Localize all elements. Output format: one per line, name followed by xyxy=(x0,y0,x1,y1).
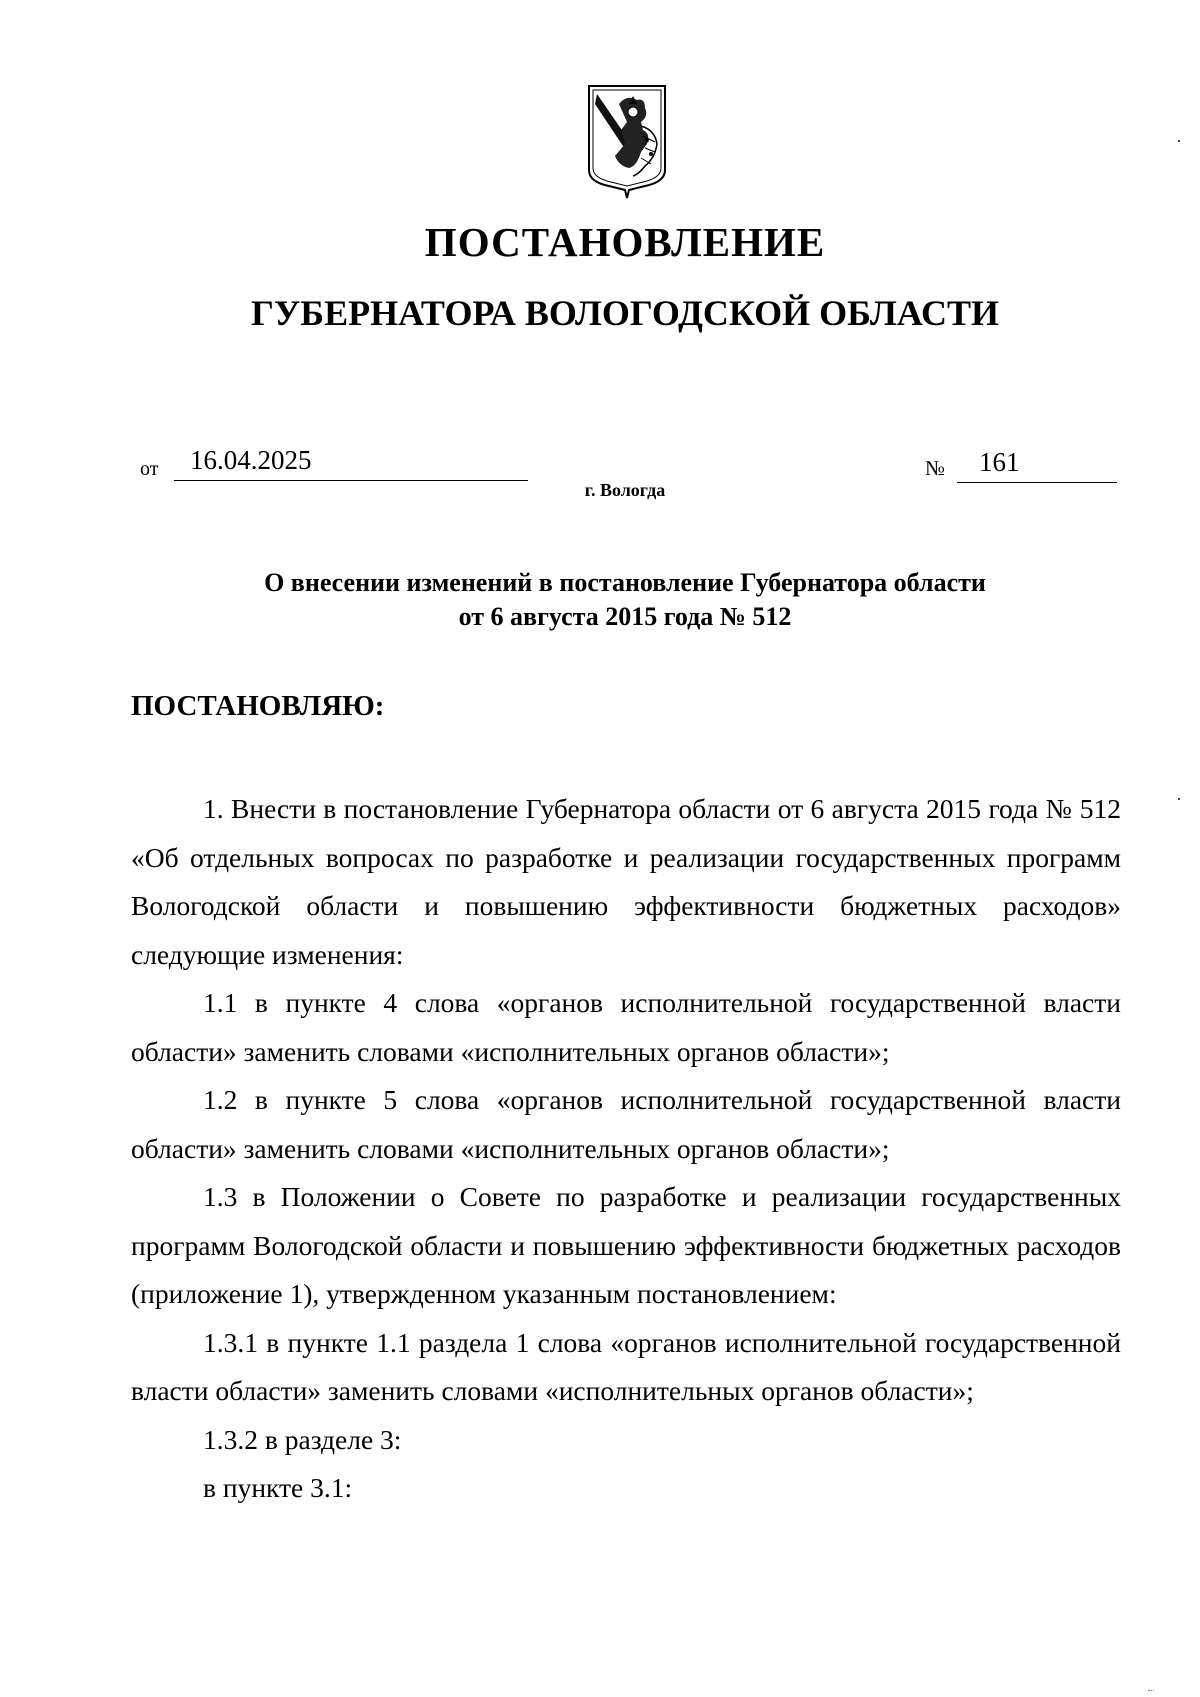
paragraph-1-3-2: 1.3.2 в разделе 3: xyxy=(203,1423,402,1455)
scan-speck xyxy=(1178,140,1180,142)
paragraph-subitem: в пункте 3.1: xyxy=(203,1472,353,1503)
document-number: 161 xyxy=(957,447,1117,483)
issuer-heading: ГУБЕРНАТОРА ВОЛОГОДСКОЙ ОБЛАСТИ xyxy=(250,293,1000,333)
scan-speck xyxy=(1148,1690,1154,1695)
coat-of-arms-icon xyxy=(585,82,669,200)
document-subject xyxy=(0,566,1200,634)
subject-line-1: О внесении изменений в постановление Губернатора области xyxy=(264,568,986,597)
decree-word: ПОСТАНОВЛЯЮ: xyxy=(131,690,385,722)
city-label: г. Вологда xyxy=(584,480,666,500)
document-date: 16.04.2025 xyxy=(174,445,528,481)
paragraph-1: 1. Внести в постановление Губернатора области от 6 августа 2015 года № 512 «Об отдельных вопросах по разработке и реализации государственных программ Вологодской области и повышению эффективности бюджетных расходов» следующие изменения: xyxy=(131,793,1121,970)
document-body xyxy=(131,785,1121,1513)
scan-speck xyxy=(1178,798,1180,800)
date-prefix-label: от xyxy=(140,458,159,480)
paragraph-1-3: 1.3 в Положении о Совете по разработке и реализации государственных программ Вологодской области и повышению эффективности бюджетных расходов (приложение 1), утвержденном указанным постановлением: xyxy=(131,1181,1121,1309)
paragraph-1-3-1: 1.3.1 в пункте 1.1 раздела 1 слова «органов исполнительной государственной власти области» заменить словами «исполнительных органов области»; xyxy=(131,1326,1121,1406)
paragraph-1-2: 1.2 в пункте 5 слова «органов исполнительной государственной власти области» заменить словами «исполнительных органов области»; xyxy=(131,1084,1121,1164)
subject-line-2: от 6 августа 2015 года № 512 xyxy=(458,602,792,631)
paragraph-1-1: 1.1 в пункте 4 слова «органов исполнительной государственной власти области» заменить словами «исполнительных органов области»; xyxy=(131,987,1121,1067)
document-type-heading: ПОСТАНОВЛЕНИЕ xyxy=(424,219,826,265)
number-prefix-label: № xyxy=(925,456,946,480)
